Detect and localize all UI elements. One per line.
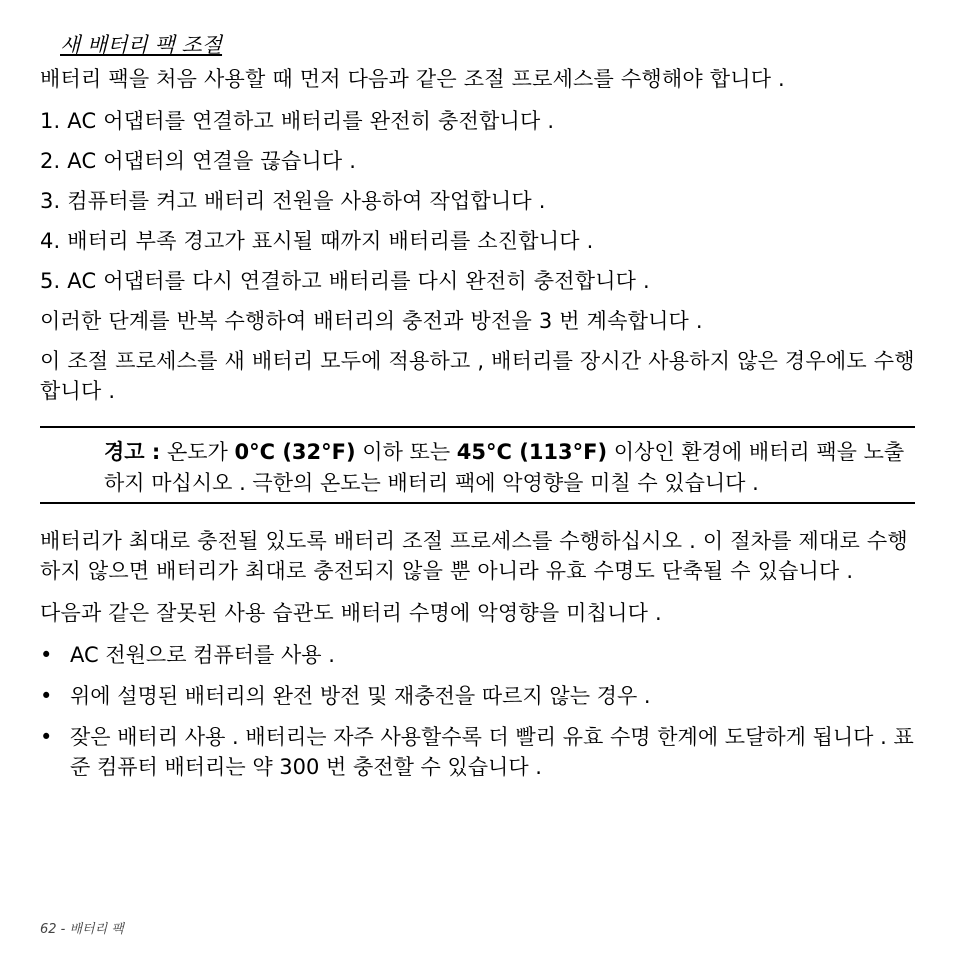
bullet-item-3 xyxy=(40,722,915,782)
habits-intro: 다음과 같은 잘못된 사용 습관도 배터리 수명에 악영향을 미칩니다 . xyxy=(40,601,662,625)
page-footer: 62 - 배터리 팩 xyxy=(40,922,124,937)
repeat-paragraph: 이러한 단계를 반복 수행하여 배터리의 충전과 방전을 3 번 계속합니다 . xyxy=(40,309,703,333)
warning-temp-high: 45°C (113°F) xyxy=(456,440,608,464)
warning-text-3: 이상인 환경에 배터리 팩을 노출하지 마십시오 . 극한의 온도는 배터리 팩에 악영향을 미칠 수 있습니다 . xyxy=(104,440,905,495)
bullet-icon: • xyxy=(40,725,53,749)
after-warning-paragraph: 배터리가 최대로 충전될 있도록 배터리 조절 프로세스를 수행하십시오 . 이 절차를 제대로 수행하지 않으면 배터리가 최대로 충전되지 않을 뿐 아니라 유효 수명도 단축될 수 있습니다 . xyxy=(40,529,908,583)
warning-label: 경고 : xyxy=(104,440,161,464)
warning-text-1: 온도가 xyxy=(160,440,235,464)
warning-text-2: 이하 또는 xyxy=(355,440,457,464)
bullet-text-3: 잦은 배터리 사용 . 배터리는 자주 사용할수록 더 빨리 유효 수명 한계에 도달하게 됩니다 . 표준 컴퓨터 배터리는 약 300 번 충전할 수 있습니다 . xyxy=(70,725,914,779)
intro-paragraph: 배터리 팩을 처음 사용할 때 먼저 다음과 같은 조절 프로세스를 수행해야 합니다 . xyxy=(40,67,785,91)
step-2: 2. AC 어댑터의 연결을 끊습니다 . xyxy=(40,149,357,173)
warning-temp-low: 0°C (32°F) xyxy=(234,440,356,464)
bullet-item-2 xyxy=(40,681,915,711)
page-content xyxy=(40,30,915,793)
step-3: 3. 컴퓨터를 켜고 배터리 전원을 사용하여 작업합니다 . xyxy=(40,189,546,213)
step-5: 5. AC 어댑터를 다시 연결하고 배터리를 다시 완전히 충전합니다 . xyxy=(40,269,650,293)
warning-text xyxy=(104,437,915,499)
section-title: 새 배터리 팩 조절 xyxy=(60,33,223,57)
bullet-icon: • xyxy=(40,643,53,667)
step-1: 1. AC 어댑터를 연결하고 배터리를 완전히 충전합니다 . xyxy=(40,109,555,133)
step-4: 4. 배터리 부족 경고가 표시될 때까지 배터리를 소진합니다 . xyxy=(40,229,594,253)
bullet-text-1: AC 전원으로 컴퓨터를 사용 . xyxy=(70,643,335,667)
bullet-icon: • xyxy=(40,684,53,708)
bullet-item-1 xyxy=(40,640,915,670)
warning-box xyxy=(40,426,915,504)
apply-paragraph: 이 조절 프로세스를 새 배터리 모두에 적용하고 , 배터리를 장시간 사용하지 않은 경우에도 수행합니다 . xyxy=(40,349,915,403)
bullet-text-2: 위에 설명된 배터리의 완전 방전 및 재충전을 따르지 않는 경우 . xyxy=(70,684,651,708)
